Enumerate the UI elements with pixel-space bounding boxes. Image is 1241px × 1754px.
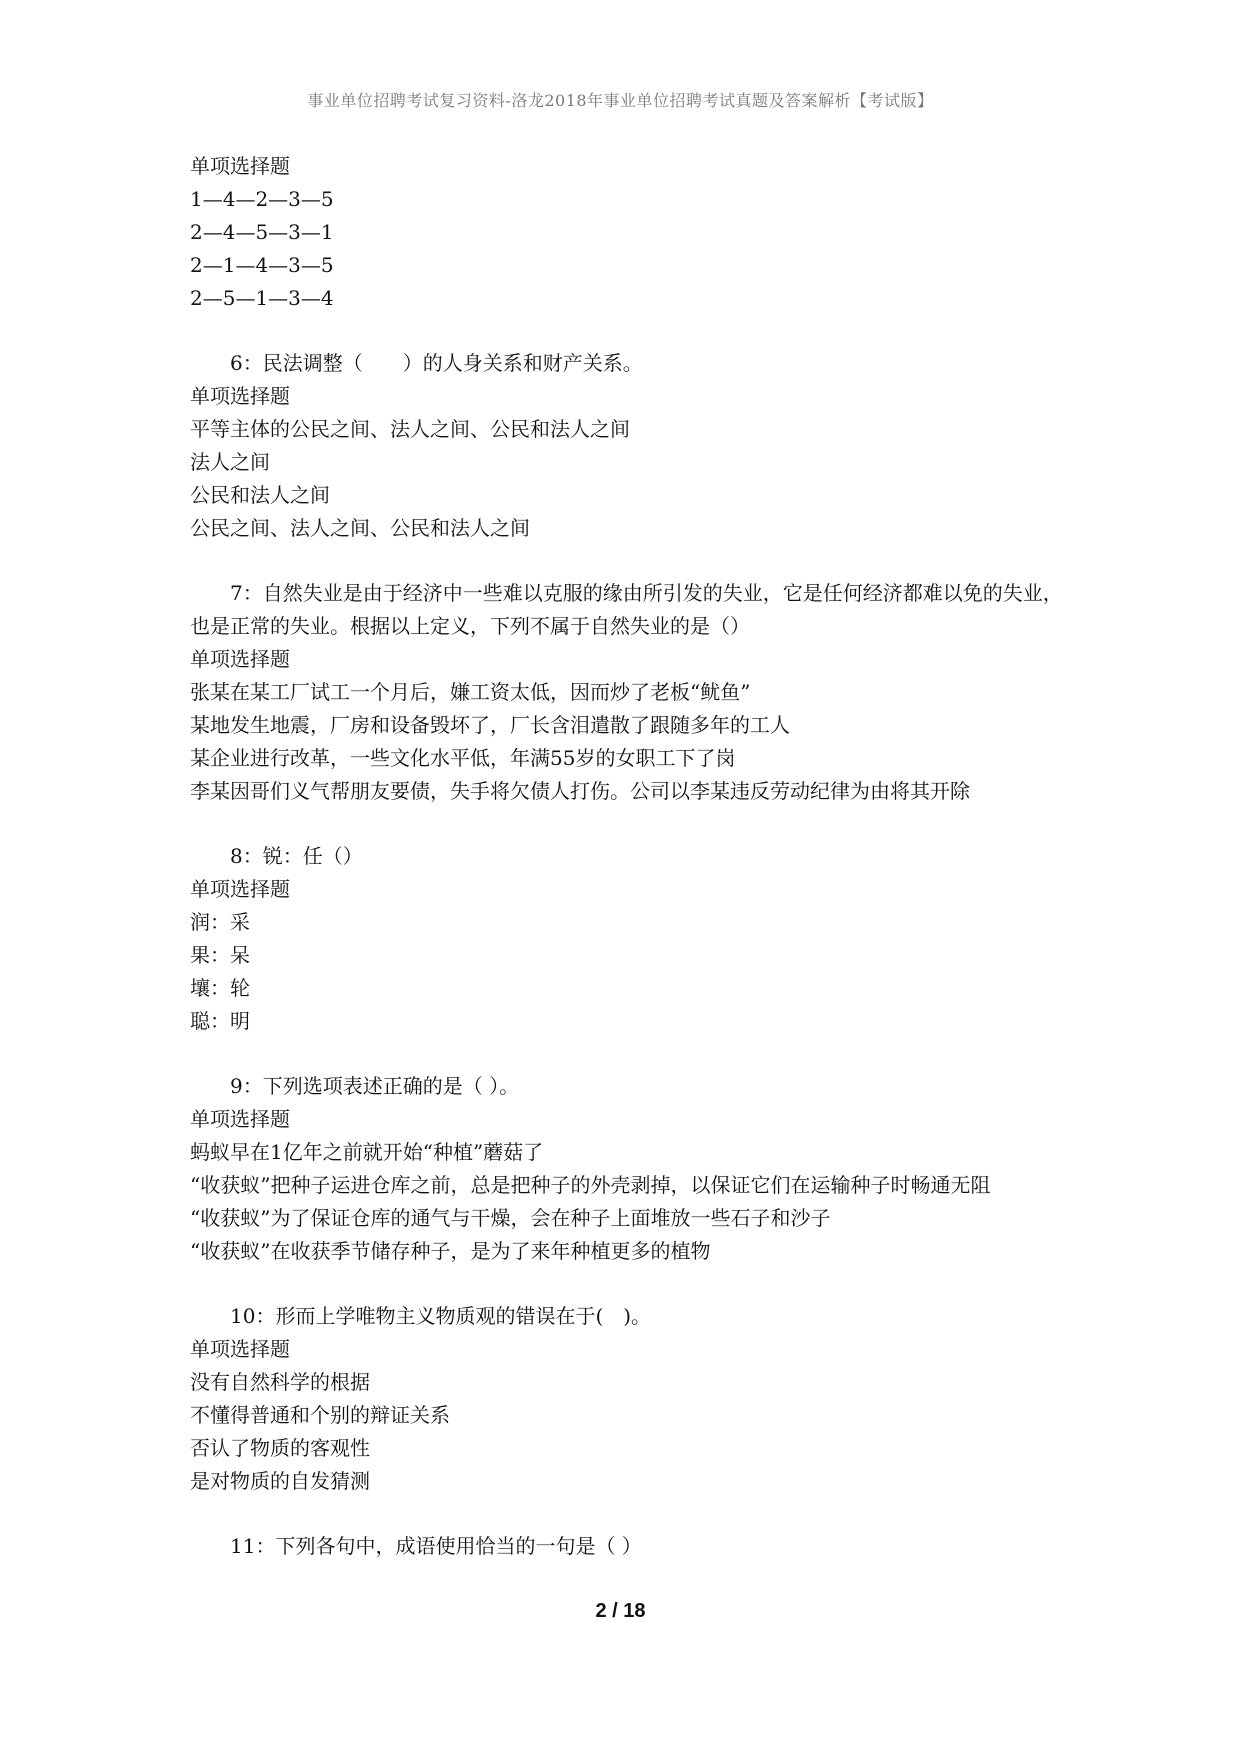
option-a: 蚂蚁早在1亿年之前就开始“种植”蘑菇了 — [190, 1140, 544, 1164]
document-body — [190, 150, 1070, 1563]
question-block-11 — [190, 1530, 1070, 1563]
question-text: 6：民法调整（ ）的人身关系和财产关系。 — [230, 351, 643, 375]
question-block-5 — [190, 150, 1070, 315]
question-text: 8：锐：任（） — [230, 844, 363, 868]
option-d: 李某因哥们义气帮朋友要债，失手将欠债人打伤。公司以李某违反劳动纪律为由将其开除 — [190, 779, 970, 803]
question-block-8 — [190, 840, 1070, 1038]
option-c: 某企业进行改革，一些文化水平低，年满55岁的女职工下了岗 — [190, 746, 736, 770]
page-number: 2 / 18 — [595, 1600, 646, 1622]
question-block-7 — [190, 577, 1070, 808]
option-b: 法人之间 — [190, 450, 270, 474]
question-type-label: 单项选择题 — [190, 1107, 290, 1131]
question-type-label: 单项选择题 — [190, 154, 290, 178]
question-text: 11：下列各句中，成语使用恰当的一句是（ ） — [230, 1534, 642, 1558]
option-d: 是对物质的自发猜测 — [190, 1469, 370, 1493]
option-a: 润：采 — [190, 910, 250, 934]
option-c: 2—1—4—3—5 — [190, 253, 334, 277]
option-b: 2—4—5—3—1 — [190, 220, 334, 244]
question-block-6 — [190, 347, 1070, 545]
option-b: 不懂得普通和个别的辩证关系 — [190, 1403, 450, 1427]
question-block-9 — [190, 1070, 1070, 1268]
page-header: 事业单位招聘考试复习资料-洛龙2018年事业单位招聘考试真题及答案解析【考试版】 — [307, 91, 934, 110]
option-d: 聪：明 — [190, 1009, 250, 1033]
option-b: “收获蚁”把种子运进仓库之前，总是把种子的外壳剥掉，以保证它们在运输种子时畅通无阻 — [190, 1173, 991, 1197]
option-c: 否认了物质的客观性 — [190, 1436, 370, 1460]
question-block-10 — [190, 1300, 1070, 1498]
option-a: 平等主体的公民之间、法人之间、公民和法人之间 — [190, 417, 630, 441]
option-c: 壤：轮 — [190, 976, 250, 1000]
question-type-label: 单项选择题 — [190, 384, 290, 408]
question-type-label: 单项选择题 — [190, 877, 290, 901]
question-text: 10：形而上学唯物主义物质观的错误在于( )。 — [230, 1304, 652, 1328]
option-d: 2—5—1—3—4 — [190, 286, 334, 310]
question-type-label: 单项选择题 — [190, 647, 290, 671]
question-text: 7：自然失业是由于经济中一些难以克服的缘由所引发的失业，它是任何经济都难以免的失业，也是正常的失业。根据以上定义，下列不属于自然失业的是（） — [190, 581, 1063, 638]
option-a: 张某在某工厂试工一个月后，嫌工资太低，因而炒了老板“鱿鱼” — [190, 680, 751, 704]
option-b: 某地发生地震，厂房和设备毁坏了，厂长含泪遣散了跟随多年的工人 — [190, 713, 790, 737]
option-d: “收获蚁”在收获季节储存种子，是为了来年种植更多的植物 — [190, 1239, 711, 1263]
question-type-label: 单项选择题 — [190, 1337, 290, 1361]
question-text: 9：下列选项表述正确的是（ ）。 — [230, 1074, 520, 1098]
option-c: 公民和法人之间 — [190, 483, 330, 507]
option-d: 公民之间、法人之间、公民和法人之间 — [190, 516, 530, 540]
option-a: 1—4—2—3—5 — [190, 187, 334, 211]
option-b: 果：呆 — [190, 943, 250, 967]
option-c: “收获蚁”为了保证仓库的通气与干燥，会在种子上面堆放一些石子和沙子 — [190, 1206, 831, 1230]
option-a: 没有自然科学的根据 — [190, 1370, 370, 1394]
